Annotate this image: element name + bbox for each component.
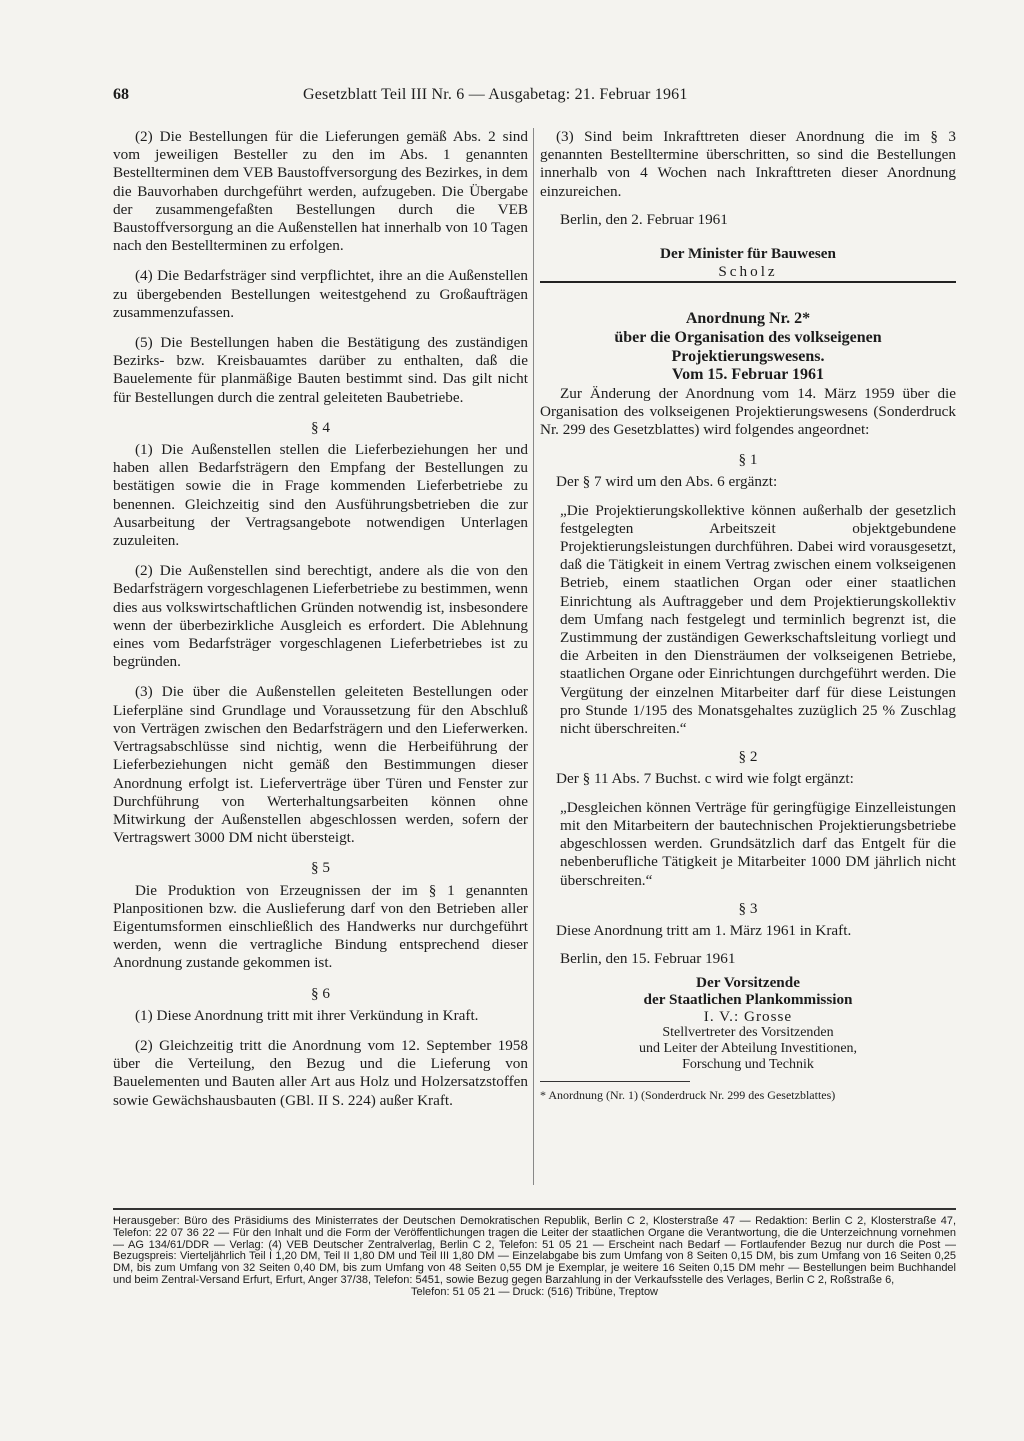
paragraph: (1) Diese Anordnung tritt mit ihrer Verkündung in Kraft. — [135, 1006, 479, 1024]
paragraph: (2) Die Bestellungen für die Lieferungen gemäß Abs. 2 sind vom jeweiligen Besteller zu den im Abs. 1 genannten Bestellterminen dem VEB Baustoffversorgung des Bezirkes, in dem die Bauvorhaben durchgeführt werden, aufzugeben. Die Übergabe der zusammengefaßten Bestellungen durch die VEB Baustoffversorgung an die Außenstellen hat innerhalb von 10 Tagen nach den Bestellterminen zu erfolgen. — [113, 128, 528, 255]
paragraph: (3) Sind beim Inkrafttreten dieser Anordnung die im § 3 genannten Bestelltermine überschritten, so sind die Bestellungen innerhalb von 4 Wochen nach Inkrafttreten dieser Anordnung einzureichen. — [540, 128, 956, 200]
paragraph: Der § 11 Abs. 7 Buchst. c wird wie folgt ergänzt: — [556, 770, 854, 788]
imprint — [113, 1216, 956, 1299]
section-heading: § 6 — [311, 984, 330, 1002]
signatory-title: Der Minister für Bauwesen — [660, 245, 836, 263]
right-column — [540, 128, 956, 1102]
imprint-text: Herausgeber: Büro des Präsidiums des Ministerrates der Deutschen Demokratischen Republik, Berlin C 2, Klosterstraße 47 — Redaktion: Berlin C 2, Klosterstraße 47, Telefon: 22 07 36 22 — Für den Inhalt und die Form der Veröffentlichungen tragen die Leiter der staatlichen Organe die Verantwortung, die die Unterzeichnung vornehmen — AG 134/61/DDR — Verlag: (4) VEB Deutscher Zentralverlag, Berlin C 2, Telefon: 51 05 21 — Erscheint nach Bedarf — Fortlaufender Bezug nur durch die Post — Bezugspreis: Vierteljährlich Teil I 1,20 DM, Teil II 1,80 DM und Teil III 1,80 DM — Einzelabgabe bis zum Umfang von 8 Seiten 0,15 DM, bis zum Umfang von 16 Seiten 0,25 DM, bis zum Umfang von 32 Seiten 0,40 DM, bis zum Umfang von 48 Seiten 0,55 DM je Exemplar, je weitere 16 Seiten 0,15 DM mehr — Bestellungen beim Buchhandel und beim Zentral-Versand Erfurt, Erfurt, Anger 37/38, Telefon: 5451, sowie Bezug gegen Barzahlung in der Verkaufsstelle des Verlages, Berlin C 2, Roßstraße 6, — [113, 1215, 956, 1286]
paragraph: (2) Gleichzeitig tritt die Anordnung vom 12. September 1958 über die Verteilung, den Bezug und die Lieferung von Bauelementen und Bauten aller Art aus Holz und Holzersatzstoffen sowie Gewächshausbauten (GBl. II S. 224) außer Kraft. — [113, 1036, 528, 1109]
section-heading: § 4 — [311, 418, 330, 436]
paragraph: (3) Die über die Außenstellen geleiteten Bestellungen oder Lieferpläne sind Grundlage und Voraussetzung für den Abschluß von Verträgen zwischen den Bedarfsträgern und den Lieferwerken. Vertragsabschlüsse sind nichtig, wenn die Herbeiführung der Lieferbeziehungen nicht gemäß den Bestimmungen dieser Anordnung erfolgt ist. Lieferverträge über Türen und Fenster zur Durchführung von Werterhaltungsarbeiten können ohne Mitwirkung der Außenstellen abgeschlossen werden, sofern der Vertragswert 3000 DM nicht übersteigt. — [113, 683, 528, 847]
signatory-title: der Staatlichen Plankommission — [643, 991, 853, 1009]
paragraph: Die Produktion von Erzeugnissen der im § 1 genannten Planpositionen bzw. die Auslieferung darf von den Betrieben aller Eigentumsformen einschließlich des Handwerks nur durchgeführt werden, wenn die vertragliche Bindung entsprechend dieser Anordnung zustande gekommen ist. — [113, 881, 528, 972]
place-date: Berlin, den 2. Februar 1961 — [560, 210, 728, 228]
signatory-role: Forschung und Technik — [682, 1057, 814, 1073]
signatory-role: und Leiter der Abteilung Investitionen, — [638, 1041, 858, 1057]
paragraph: (1) Die Außenstellen stellen die Lieferbeziehungen her und haben allen Bedarfsträgern den Empfang der Bestellungen zu bestätigen sowie die in Frage kommenden Lieferbetriebe zu benennen. Gleichzeitig sind den Ausführungsbetrieben die zur Ausarbeitung der Vertragsangebote notwendigen Unterlagen zuzuleiten. — [113, 441, 528, 550]
signatory-name: Scholz — [718, 263, 778, 281]
place-date: Berlin, den 15. Februar 1961 — [560, 950, 736, 968]
quoted-amendment: „Desgleichen können Verträge für geringfügige Einzelleistungen mit den Mitarbeitern der bautechnischen Projektierungsbetriebe abgeschlossen werden. Grundsätzlich darf das Entgelt für die nebenberufliche Tätigkeit je Mitarbeiter 1000 DM jährlich nicht überschreiten.“ — [560, 798, 956, 889]
running-header: Gesetzblatt Teil III Nr. 6 — Ausgabetag: 21. Februar 1961 — [303, 86, 688, 103]
section-heading: § 3 — [738, 899, 758, 917]
ordinance-date: Vom 15. Februar 1961 — [672, 366, 824, 384]
paragraph: Zur Änderung der Anordnung vom 14. März 1959 über die Organisation des volkseigenen Projektierungswesens (Sonderdruck Nr. 299 des Gesetzblattes) wird folgendes angeordnet: — [540, 384, 956, 439]
page-number: 68 — [113, 86, 129, 103]
paragraph: (4) Die Bedarfsträger sind verpflichtet, ihre an die Außenstellen zu übergebenden Bestellungen weitestgehend zu Großaufträgen zusammenzufassen. — [113, 267, 528, 321]
section-heading: § 2 — [738, 748, 758, 766]
imprint-last-line: Telefon: 51 05 21 — Druck: (516) Tribüne, Treptow — [410, 1285, 659, 1298]
ordinance-title: über die Organisation des volkseigenen — [614, 329, 882, 347]
section-divider — [540, 281, 956, 283]
signatory-name: I. V.: Grosse — [703, 1008, 793, 1026]
paragraph: Diese Anordnung tritt am 1. März 1961 in Kraft. — [556, 921, 852, 939]
section-heading: § 5 — [311, 859, 330, 877]
column-rule — [533, 128, 534, 1185]
ordinance-title: Anordnung Nr. 2* — [685, 310, 811, 328]
paragraph: (5) Die Bestellungen haben die Bestätigung des zuständigen Bezirks- bzw. Kreisbauamtes darüber zu enthalten, daß die Bauelemente für planmäßige Bauten bestimmt sind. Das gilt nicht für Bestellungen durch die zentral geleiteten Baubetriebe. — [113, 334, 528, 406]
paragraph: (2) Die Außenstellen sind berechtigt, andere als die von den Bedarfsträgern vorgeschlagenen Lieferbetriebe zu bestimmen, wenn dies aus volkswirtschaftlichen Gründen notwendig ist, insbesondere wenn der überbezirkliche Ausgleich es erfordert. Die Ablehnung eines vom Bedarfsträger vorgeschlagenen Lieferbetriebes ist zu begründen. — [113, 562, 528, 671]
signatory-title: Der Vorsitzende — [696, 974, 800, 992]
signatory-role: Stellvertreter des Vorsitzenden — [662, 1025, 834, 1041]
imprint-rule — [113, 1208, 956, 1210]
left-column — [113, 128, 528, 1122]
footnote: * Anordnung (Nr. 1) (Sonderdruck Nr. 299 des Gesetzblattes) — [540, 1088, 836, 1103]
quoted-amendment: „Die Projektierungskollektive können außerhalb der gesetzlich festgelegten Arbeitszeit objektgebundene Projektierungsleistungen durchführen. Dabei wird vorausgesetzt, daß die Tätigkeit in einem Vertrag zwischen einem volkseigenen Betrieb, einem staatlichen Organ oder einer staatlichen Einrichtung als Auftraggeber und dem Projektierungskollektiv dem Umfang nach festgelegt und terminlich begrenzt ist, die Zustimmung der zuständigen Gewerkschaftsleitung vorliegt und die Arbeiten in den Diensträumen der volkseigenen Betriebe, staatlichen Organe oder Einrichtungen durchgeführt werden. Die Vergütung der einzelnen Mitarbeiter darf für diese Leistungen pro Stunde 1/195 des Monatsgehaltes zuzüglich 25 % Zuschlag nicht überschreiten.“ — [560, 501, 956, 738]
paragraph: Der § 7 wird um den Abs. 6 ergänzt: — [556, 473, 778, 491]
section-heading: § 1 — [738, 451, 758, 469]
ordinance-title: Projektierungswesens. — [671, 348, 825, 366]
footnote-rule — [540, 1081, 690, 1082]
